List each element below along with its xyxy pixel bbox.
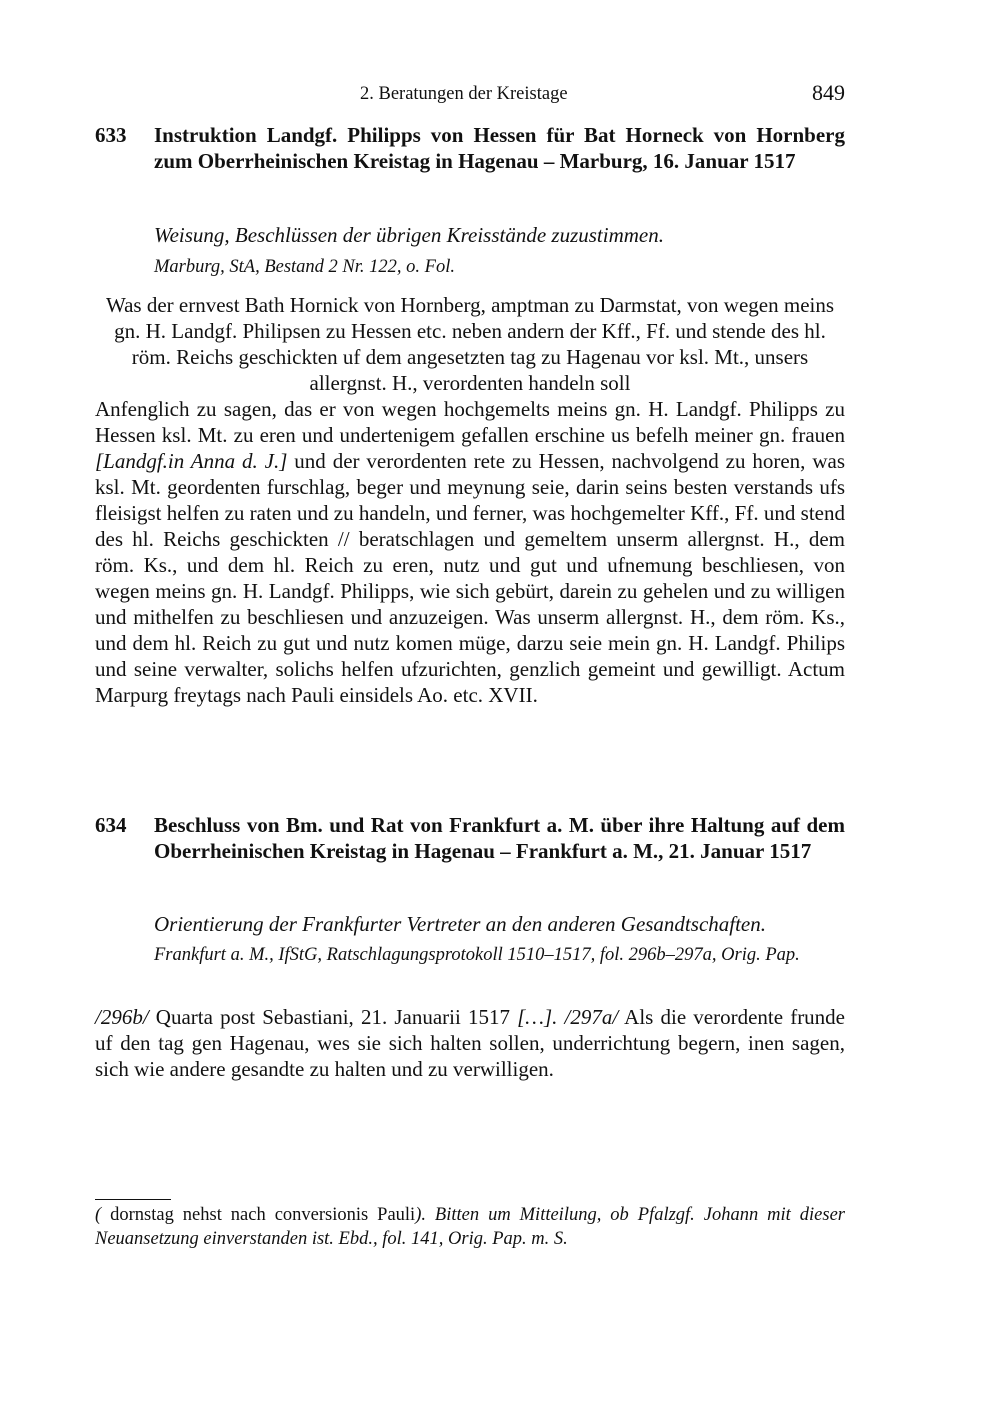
entry-633-number: 633	[95, 123, 127, 147]
ellipsis-note: […].	[517, 1005, 558, 1029]
entry-634-text-part1: Quarta post Sebastiani, 21. Januarii 1517	[148, 1005, 518, 1029]
folio-marker: /296b/	[95, 1005, 149, 1029]
entry-633-text-part2: und der verordenten rete zu Hessen, nachvolgend zu horen, was ksl. Mt. geordenten furschlag, beger und meynung seie, darin seins besten verstands ufs fleisigst helfen zu raten und zu handeln, und ferner, was hochgemelter Kff., Ff. und stend des hl. Reichs geschickten // beratschlagen und gemeltem unserm allergnst. H., dem röm. Ks., und dem hl. Reich zu eren, nutz und gut und ufnemung beschliesen, von wegen meins gn. H. Landgf. Philipps, wie sich gebürt, darein zu gehelen und zu willigen und mithelfen zu beschliesen und anzuzeigen. Was unserm allergnst. H., dem röm. Ks., und dem hl. Reich zu gut und nutz komen müge, darzu seie mein gn. H. Landgf. Philips und seine verwalter, solichs helfen ufzurichten, genzlich gemeint und gewilligt. Actum Marpurg freytags nach Pauli einsidels Ao. etc. XVII.	[95, 449, 845, 707]
entry-634-text-part2: Als die verordente frunde uf den tag gen Hagenau, wes sie sich halten sollen, underrichtung begern, inen sagen, sich wie andere gesandte zu halten und zu verwilligen.	[95, 1005, 846, 1081]
entry-634-number: 634	[95, 813, 127, 837]
footnote-open-paren: (	[95, 1205, 102, 1225]
running-title: 2. Beratungen der Kreistage	[360, 84, 568, 104]
folio-marker: /297a/	[557, 1005, 619, 1029]
entry-634-source: Frankfurt a. M., IfStG, Ratschlagungsprotokoll 1510–1517, fol. 296b–297a, Orig. Pap.	[154, 945, 800, 965]
entry-633-text	[95, 396, 845, 708]
footnote-italic: ). Bitten um Mitteilung, ob Pfalzgf. Johann mit dieser Neuansetzung einverstanden ist. Ebd., fol. 141, Orig. Pap. m. S.	[95, 1205, 845, 1249]
editorial-note: [Landgf.in Anna d. J.]	[95, 449, 288, 473]
entry-634-title: Beschluss von Bm. und Rat von Frankfurt a. M. über ihre Haltung auf dem Oberrheinischen Kreistag in Hagenau – Frankfurt a. M., 21. Januar 1517	[154, 813, 845, 863]
entry-634-regest: Orientierung der Frankfurter Vertreter an den anderen Gesandtschaften.	[154, 912, 767, 936]
footnote-plain: dornstag nehst nach conversionis Pauli	[101, 1205, 416, 1225]
footnote	[95, 1203, 845, 1251]
running-head	[95, 80, 845, 108]
entry-633-heading	[95, 122, 845, 174]
entry-633-title: Instruktion Landgf. Philipps von Hessen für Bat Horneck von Hornberg zum Oberrheinischen Kreistag in Hagenau – Marburg, 16. Januar 1517	[154, 123, 845, 173]
footnote-rule	[95, 1199, 171, 1200]
entry-634-heading	[95, 812, 845, 864]
entry-633-text-part1: Anfenglich zu sagen, das er von wegen hochgemelts meins gn. H. Landgf. Philipps zu Hessen ksl. Mt. zu eren und undertenigem gefallen erschine us befelh meiner gn. frauen	[95, 397, 845, 447]
entry-633-address: Was der ernvest Bath Hornick von Hornberg, amptman zu Darmstat, von wegen meins gn. H. Landgf. Philipsen zu Hessen etc. neben andern der Kff., Ff. und stende des hl. röm. Reichs geschickten uf dem angesetzten tag zu Hagenau vor ksl. Mt., unsers allergnst. H., verordenten handeln soll	[105, 293, 835, 395]
entry-633-source: Marburg, StA, Bestand 2 Nr. 122, o. Fol.	[154, 257, 455, 277]
entry-634-text	[95, 1004, 845, 1082]
entry-633-regest: Weisung, Beschlüssen der übrigen Kreisstände zuzustimmen.	[154, 223, 664, 247]
page-number: 849	[812, 80, 845, 105]
